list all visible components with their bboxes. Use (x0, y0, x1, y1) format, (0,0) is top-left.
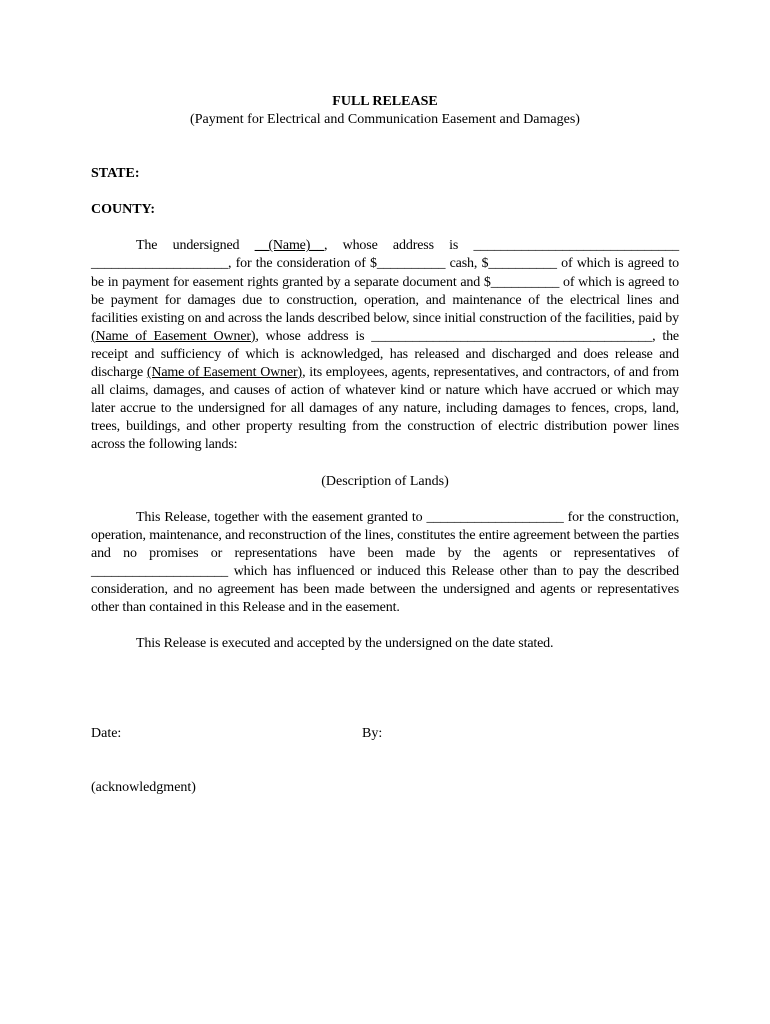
paragraph-text: , its employees, agents, representatives, and contractors, of and from all claims, damages, and causes of action of whatever kind or nature which have accrued or which may later accrue to the undersigned for all damages of any nature, including damages to fences, crops, land, trees, buildings, and other property resulting from the construction of electric distribution power lines across the following lands: (91, 365, 679, 453)
agreement-paragraph: This Release, together with the easement granted to ____________________ for the construction, operation, maintenance, and reconstruction of the lines, constitutes the entire agreement between the parties and no promises or representations have been made by the agents or representatives of ____________________ which has influenced or induced this Release other than to pay the described consideration, and no agreement has been made between the undersigned and agents or representatives other than contained in this Release and in the easement. (91, 509, 679, 616)
easement-owner-name: (Name of Easement Owner) (146, 365, 303, 381)
easement-owner-name: (Name of Easement Owner) (91, 328, 256, 344)
document-subtitle: (Payment for Electrical and Communication Easement and Damages) (190, 112, 580, 128)
acknowledgment-label: (acknowledgment) (91, 780, 196, 796)
document-title: FULL RELEASE (332, 94, 438, 109)
release-paragraph (91, 237, 679, 454)
name-blank: __(Name)__ (254, 238, 324, 254)
by-label: By: (362, 726, 383, 742)
paragraph-text: , whose address is _________________________________________, the receipt and sufficiency of which is acknowledged, has released and discharged and does release and discharge (91, 328, 679, 381)
state-label: STATE: (91, 166, 140, 182)
paragraph-text: , whose address is ______________________________ ____________________, for the consideration of $__________ cash, $__________ of which is agreed to be in payment for easement rights granted by a separate document and $__________ of which is agreed to be payment for damages due to construction, operation, and maintenance of the electrical lines and facilities existing on and across the lands described below, since initial construction of the facilities, paid by (91, 238, 680, 326)
date-label: Date: (91, 726, 122, 742)
county-label: COUNTY: (91, 202, 156, 218)
paragraph-text: The undersigned (136, 238, 255, 254)
document-body (91, 93, 679, 797)
execution-paragraph: This Release is executed and accepted by the undersigned on the date stated. (136, 636, 554, 652)
description-of-lands: (Description of Lands) (321, 473, 449, 489)
signature-row (91, 725, 679, 743)
